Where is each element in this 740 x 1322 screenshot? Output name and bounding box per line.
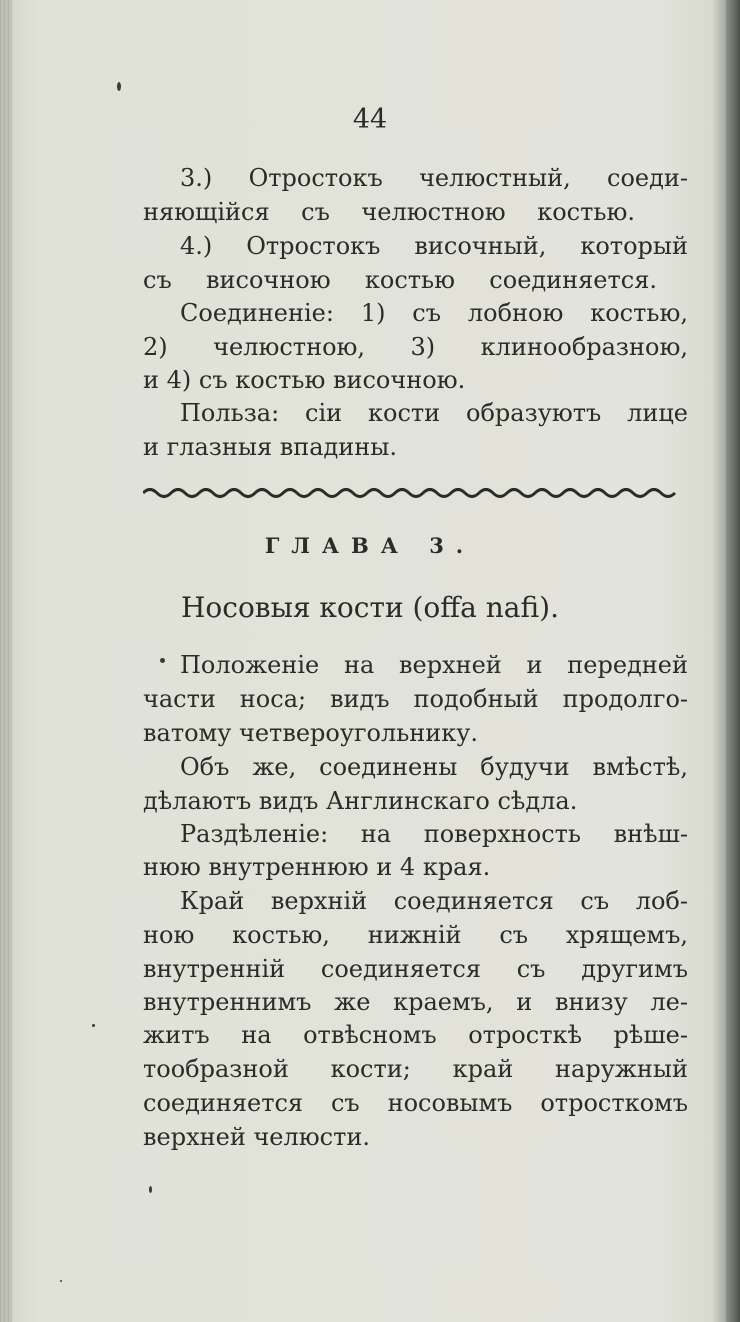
text-line: 3.) Отростокъ челюстный, соеди- [180, 164, 688, 192]
text-line: 2) челюстною, 3) клинообразною, [143, 333, 688, 361]
text-line: и глазныя впадины. [143, 433, 398, 461]
page-gutter [0, 0, 12, 1322]
paper-speck [92, 1024, 95, 1027]
text-line: Польза: сіи кости образуютъ лице [180, 399, 688, 427]
text-line: внутреннимъ же краемъ, и внизу ле- [143, 988, 688, 1016]
text-line: и 4) съ костью височною. [143, 366, 466, 394]
text-line: дѣлаютъ видъ Англинскаго сѣдла. [143, 787, 578, 815]
text-line: ватому четвероугольнику. [143, 719, 479, 747]
text-line: няющійся съ челюстною костью. [143, 198, 635, 226]
text-line: соединяется съ носовымъ отросткомъ [143, 1089, 688, 1117]
text-line: ною костью, нижній съ хрящемъ, [143, 921, 688, 949]
text-line: внутренній соединяется съ другимъ [143, 955, 688, 983]
text-line: житъ на отвѣсномъ отросткѣ рѣше- [143, 1021, 688, 1049]
text-line: Объ же, соединены будучи вмѣстѣ, [180, 753, 688, 781]
page-number: 44 [352, 104, 388, 135]
text-line: части носа; видъ подобный продолго- [143, 685, 688, 713]
text-line: Край верхній соединяется съ лоб- [180, 887, 688, 915]
text-line: нюю внутреннюю и 4 края. [143, 853, 491, 881]
paper-speck [149, 1186, 152, 1193]
text-line: 4.) Отростокъ височный, который [180, 232, 688, 260]
paper-speck [160, 658, 165, 663]
text-line: Соединеніе: 1) съ лобною костью, [180, 299, 688, 327]
paper-speck [117, 82, 121, 91]
page-edge [726, 0, 740, 1322]
text-line: тообразной кости; край наружный [143, 1055, 688, 1083]
ornamental-rule [143, 486, 681, 500]
chapter-title: Носовыя кости (offa nafi). [180, 591, 559, 624]
text-line: съ височною костью соединяется. [143, 266, 657, 294]
chapter-heading: ГЛАВА 3. [264, 533, 476, 558]
text-line: верхней челюсти. [143, 1123, 370, 1151]
text-line: Раздѣленіе: на поверхность внѣш- [180, 820, 688, 848]
text-line: Положеніе на верхней и передней [180, 651, 688, 679]
paper-speck [60, 1280, 62, 1282]
